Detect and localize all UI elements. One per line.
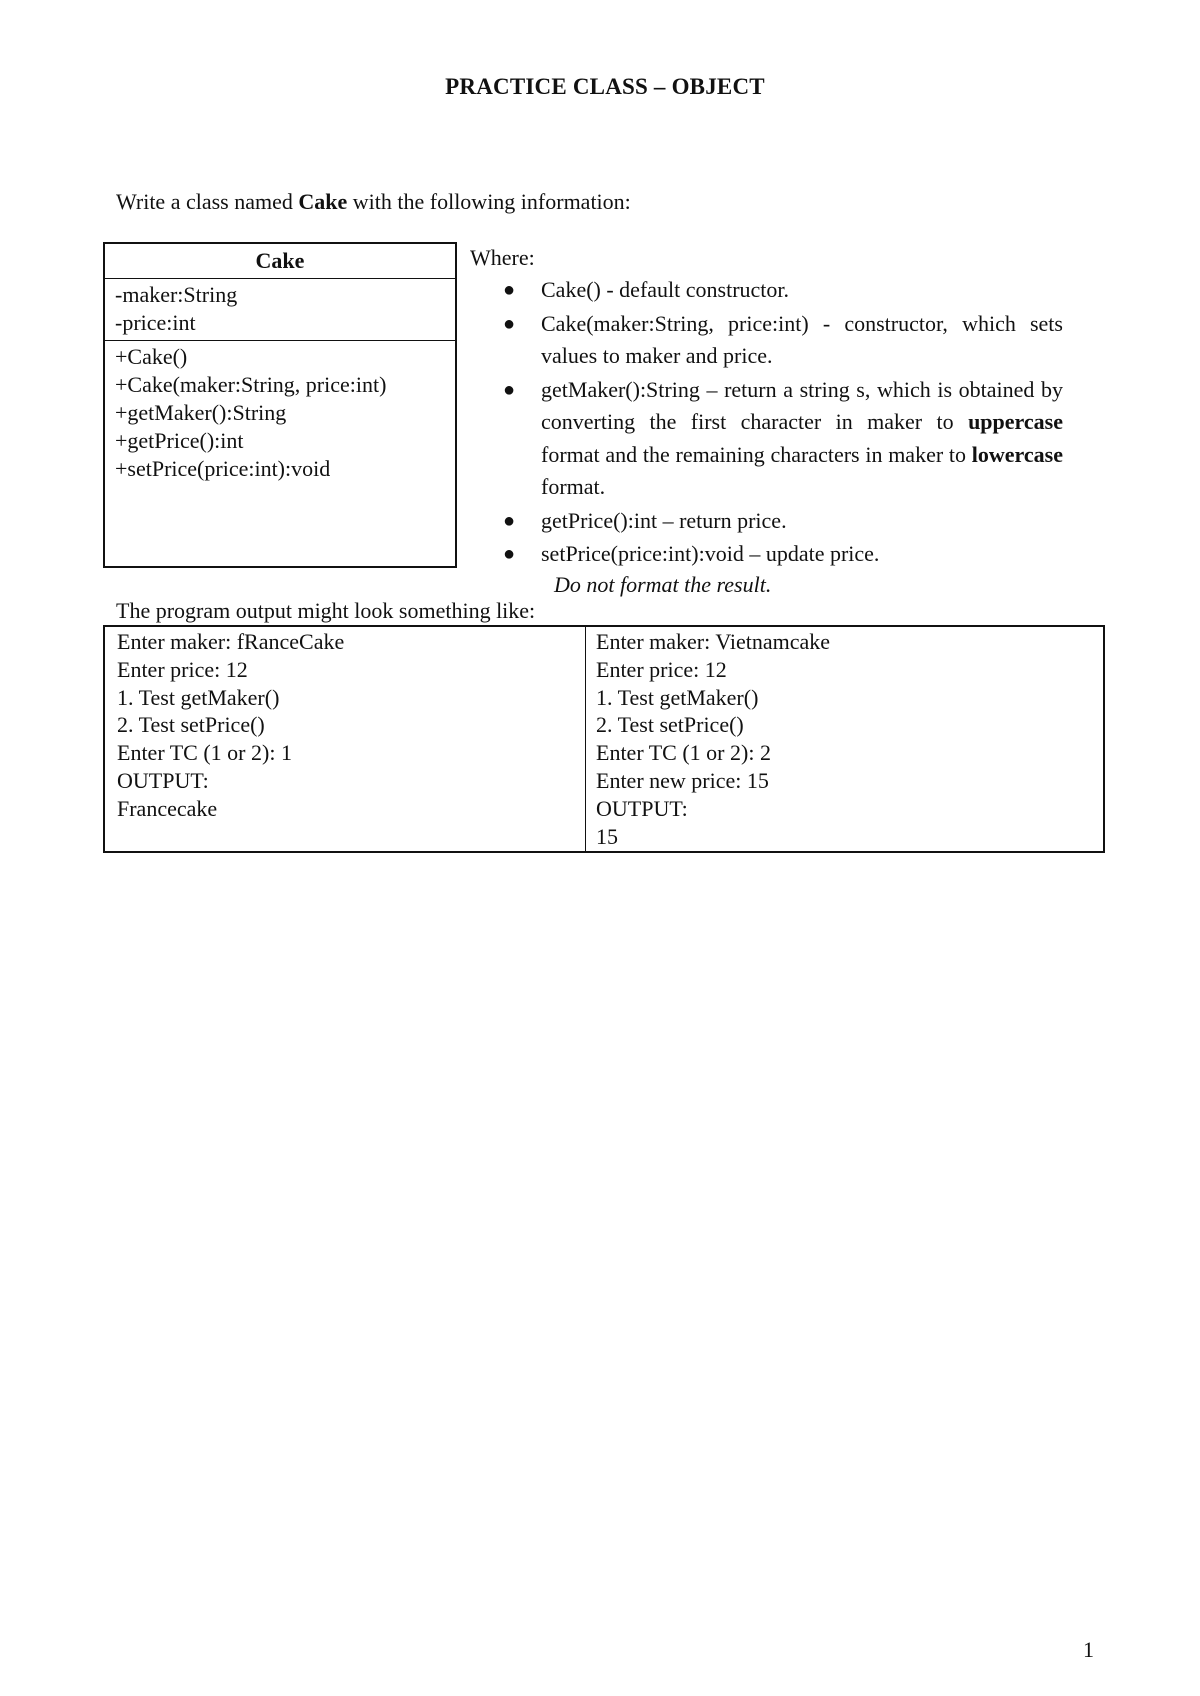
bullet-icon: ● [503, 378, 516, 401]
output-line: Enter price: 12 [117, 656, 248, 682]
uml-class-diagram [103, 242, 457, 568]
output-intro: The program output might look something like: [116, 598, 536, 623]
output-line: 1. Test getMaker() [596, 684, 759, 710]
output-line: Enter maker: Vietnamcake [596, 629, 831, 654]
bullet-icon: ● [503, 312, 516, 335]
uml-method: +getMaker():String [115, 400, 287, 425]
intro-class-name: Cake [298, 189, 348, 214]
output-line: OUTPUT: [117, 767, 209, 793]
output-line: Enter new price: 15 [596, 767, 769, 793]
output-line: Enter price: 12 [596, 656, 727, 682]
output-line: Enter maker: fRanceCake [117, 629, 345, 654]
uml-method: +Cake(maker:String, price:int) [115, 372, 387, 397]
list-item [503, 505, 1063, 538]
note-text: Do not format the result. [554, 572, 772, 597]
intro-prefix: Write a class named [116, 189, 299, 214]
list-item [503, 274, 1063, 307]
output-line: OUTPUT: [596, 795, 688, 821]
output-line: 2. Test setPrice() [117, 712, 265, 738]
uml-method: +setPrice(price:int):void [115, 456, 331, 481]
output-line: Francecake [117, 795, 218, 821]
description-text: format. [541, 474, 606, 499]
description-text: Cake(maker:String, price:int) - constructor, which sets values to maker and price. [541, 310, 1063, 368]
page-title: PRACTICE CLASS – OBJECT [445, 74, 765, 99]
description-text: getPrice():int – return price. [541, 507, 787, 533]
description-text: setPrice(price:int):void – update price. [541, 541, 880, 566]
uml-methods [105, 341, 455, 483]
where-label: Where: [470, 245, 535, 270]
uml-method: +Cake() [115, 344, 188, 369]
uml-attribute: -price:int [115, 310, 196, 335]
output-table [103, 625, 1105, 853]
description-text: Cake() - default constructor. [541, 277, 790, 302]
list-item [503, 538, 1063, 571]
output-line: 1. Test getMaker() [117, 684, 280, 710]
bullet-icon: ● [503, 543, 516, 565]
bullet-icon: ● [503, 509, 516, 532]
intro-suffix: with the following information: [347, 189, 631, 214]
output-line: 2. Test setPrice() [596, 712, 744, 738]
description-bold: lowercase [971, 441, 1063, 467]
uml-method: +getPrice():int [115, 428, 244, 453]
description-list [503, 274, 1063, 572]
uml-attribute: -maker:String [115, 282, 238, 307]
intro-text [116, 189, 631, 215]
output-line: Enter TC (1 or 2): 2 [596, 740, 771, 766]
page-number: 1 [1083, 1637, 1094, 1662]
output-line: Enter TC (1 or 2): 1 [117, 740, 292, 766]
list-item [503, 308, 1063, 373]
bullet-icon: ● [503, 279, 516, 301]
description-text: format and the remaining characters in maker to [541, 441, 972, 467]
output-column-left [105, 627, 586, 851]
list-item [503, 374, 1063, 504]
description-text: getMaker():String – return a string s, which is obtained by converting the first character in maker to [541, 376, 1063, 434]
uml-attributes [105, 279, 455, 341]
output-line: 15 [596, 823, 618, 849]
uml-class-name: Cake [105, 244, 455, 279]
description-bold: uppercase [968, 409, 1063, 434]
output-column-right [586, 627, 1103, 851]
